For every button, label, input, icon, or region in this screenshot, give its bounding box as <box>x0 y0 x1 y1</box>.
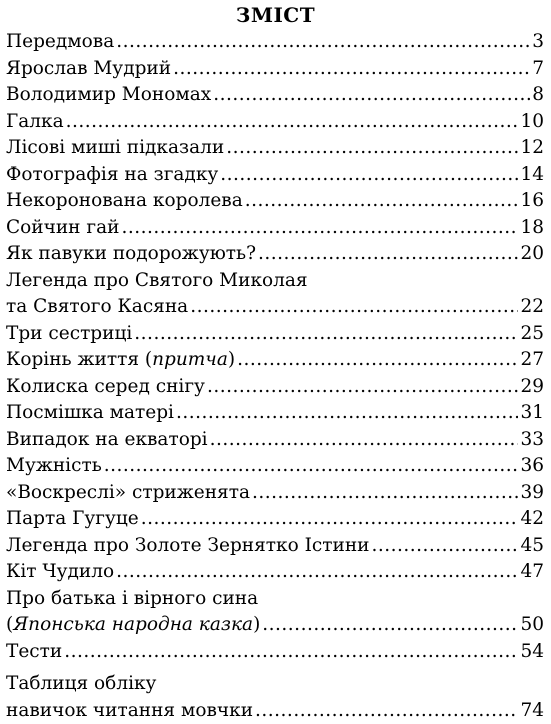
dot-leader <box>210 427 519 454</box>
dot-leader <box>245 188 519 215</box>
toc-entry-title-italic: Японська народна казка <box>13 614 253 635</box>
toc-entry-row <box>0 188 551 215</box>
toc-entry <box>0 559 551 586</box>
dot-leader <box>255 698 518 724</box>
toc-entry-title-text: навичок читання мовчки <box>6 700 253 721</box>
toc-entry <box>0 268 551 321</box>
toc-entry-page-number: 25 <box>520 321 551 348</box>
toc-entry-title-text: Колиска серед снігу <box>6 376 205 397</box>
toc-entry-title-text: Кіт Чудило <box>6 561 114 582</box>
dot-leader <box>64 639 518 666</box>
toc-entry-title <box>0 612 260 639</box>
toc-entry-row <box>0 56 551 83</box>
toc-entry-title-text: Три сестриці <box>6 323 132 344</box>
toc-entry <box>0 586 551 639</box>
toc-entry-title <box>0 215 119 242</box>
toc-entry <box>0 29 551 56</box>
toc-entry-title <box>0 559 114 586</box>
toc-entry-title <box>0 162 218 189</box>
toc-entry <box>0 162 551 189</box>
toc-entry-page-number: 12 <box>520 135 551 162</box>
dot-leader <box>190 294 518 321</box>
toc-entry <box>0 400 551 427</box>
toc-entry-row <box>0 427 551 454</box>
toc-entry <box>0 639 551 666</box>
toc-entry-page-number: 33 <box>520 427 551 454</box>
toc-entry-row <box>0 321 551 348</box>
toc-entry-title-text: Корінь життя ( <box>6 349 152 370</box>
dot-leader <box>176 400 518 427</box>
toc-entry-title-text: Лісові миші підказали <box>6 137 224 158</box>
dot-leader <box>116 29 530 56</box>
dot-leader <box>66 109 519 136</box>
toc-entry-title <box>0 321 132 348</box>
toc-entry <box>0 374 551 401</box>
dot-leader <box>220 162 518 189</box>
toc-entry-row <box>0 347 551 374</box>
dot-leader <box>116 559 518 586</box>
toc-entry <box>0 215 551 242</box>
toc-entry-page-number: 20 <box>520 241 551 268</box>
toc-entry-title-text: Тести <box>6 641 62 662</box>
toc-entry-row <box>0 29 551 56</box>
toc-entry-page-number: 10 <box>520 109 551 136</box>
dot-leader <box>121 215 518 242</box>
dot-leader <box>104 453 519 480</box>
page-title: ЗМІСТ <box>0 3 551 27</box>
dot-leader <box>173 56 530 83</box>
toc-entry-row <box>0 109 551 136</box>
toc-entry-page-number: 39 <box>520 480 551 507</box>
dot-leader <box>372 533 519 560</box>
toc-entry <box>0 480 551 507</box>
toc-entry <box>0 506 551 533</box>
toc-entry-title-text: Фотографія на згадку <box>6 164 218 185</box>
toc-entry-title-text: Сойчин гай <box>6 217 119 238</box>
toc-entry-title-text: Галка <box>6 111 64 132</box>
toc-entry-row <box>0 374 551 401</box>
toc-entry <box>0 347 551 374</box>
toc-entry-row <box>0 612 551 639</box>
toc-entry-page-number: 42 <box>520 506 551 533</box>
toc-entry-title-text: Посмішка матері <box>6 402 174 423</box>
toc-entry-page-number: 31 <box>520 400 551 427</box>
toc-entry-row <box>0 559 551 586</box>
toc-entry-title <box>0 347 235 374</box>
toc-entry <box>0 671 551 724</box>
toc-entry-title-suffix: ) <box>228 349 235 370</box>
toc-entry-page-number: 14 <box>520 162 551 189</box>
toc-entry-title-text: Випадок на екваторі <box>6 429 208 450</box>
toc-entry-title <box>0 698 253 724</box>
toc-entry-page-number: 8 <box>532 82 551 109</box>
toc-entry-page-number: 16 <box>520 188 551 215</box>
dot-leader <box>262 612 518 639</box>
toc-entry-row <box>0 453 551 480</box>
toc-entry-title-italic: притча <box>152 349 228 370</box>
toc-entry-title-text: Ярослав Мудрий <box>6 58 171 79</box>
toc-entry-title-text: «Воскреслі» стриженята <box>6 482 250 503</box>
toc-entry-title <box>0 453 102 480</box>
toc-entry-page-number: 18 <box>520 215 551 242</box>
toc-entry-page-number: 45 <box>520 533 551 560</box>
toc-entry-title-text: Мужність <box>6 455 102 476</box>
toc-entry-title <box>0 374 205 401</box>
toc-entry-title <box>0 294 188 321</box>
toc-entry-title-text: Як павуки подорожують? <box>6 243 256 264</box>
toc-entry-page-number: 22 <box>520 294 551 321</box>
toc-entry-title <box>0 480 250 507</box>
toc-entry-title <box>0 400 174 427</box>
toc-entry-row <box>0 294 551 321</box>
toc-entry-title-text: та Святого Касяна <box>6 296 188 317</box>
toc-entry-page-number: 7 <box>532 56 551 83</box>
dot-leader <box>213 82 530 109</box>
toc-list <box>0 29 551 724</box>
toc-entry-title-line: Легенда про Святого Миколая <box>0 268 551 295</box>
dot-leader <box>258 241 518 268</box>
toc-entry-row <box>0 480 551 507</box>
toc-entry-title <box>0 427 208 454</box>
toc-entry-row <box>0 639 551 666</box>
toc-entry-title-suffix: ) <box>253 614 260 635</box>
toc-entry-title-text: Володимир Мономах <box>6 84 211 105</box>
toc-entry-row <box>0 241 551 268</box>
toc-entry <box>0 188 551 215</box>
toc-entry-page-number: 54 <box>520 639 551 666</box>
toc-entry-title <box>0 29 114 56</box>
toc-entry-title-line: Про батька і вірного сина <box>0 586 551 613</box>
toc-entry-page-number: 36 <box>520 453 551 480</box>
toc-entry-page-number: 3 <box>532 29 551 56</box>
toc-entry-row <box>0 82 551 109</box>
toc-entry-title <box>0 82 211 109</box>
dot-leader <box>237 347 518 374</box>
toc-entry-page-number: 74 <box>520 698 551 724</box>
toc-entry-title <box>0 135 224 162</box>
toc-entry-page-number: 50 <box>520 612 551 639</box>
toc-entry-page-number: 29 <box>520 374 551 401</box>
toc-entry-title-text: Легенда про Золоте Зернятко Істини <box>6 535 370 556</box>
toc-entry-row <box>0 506 551 533</box>
toc-entry <box>0 321 551 348</box>
toc-entry <box>0 135 551 162</box>
dot-leader <box>226 135 518 162</box>
toc-entry-title-text: Парта Гугуце <box>6 508 139 529</box>
dot-leader <box>141 506 519 533</box>
toc-entry <box>0 56 551 83</box>
toc-entry-page-number: 47 <box>520 559 551 586</box>
toc-entry <box>0 453 551 480</box>
toc-entry-row <box>0 215 551 242</box>
toc-entry <box>0 533 551 560</box>
toc-entry-page-number: 27 <box>520 347 551 374</box>
toc-entry <box>0 427 551 454</box>
toc-entry-row <box>0 698 551 724</box>
toc-entry-title-text: Передмова <box>6 31 114 52</box>
toc-entry <box>0 82 551 109</box>
toc-entry-title <box>0 56 171 83</box>
toc-entry-row <box>0 400 551 427</box>
toc-entry-title <box>0 506 139 533</box>
toc-entry-title-text: ( <box>6 614 13 635</box>
toc-entry-title-line: Таблиця обліку <box>0 671 551 698</box>
toc-entry-row <box>0 162 551 189</box>
toc-entry-title <box>0 109 64 136</box>
toc-entry-title-text: Некоронована королева <box>6 190 243 211</box>
toc-entry <box>0 241 551 268</box>
toc-entry-row <box>0 533 551 560</box>
toc-entry-title <box>0 639 62 666</box>
toc-entry-title <box>0 533 370 560</box>
dot-leader <box>134 321 518 348</box>
dot-leader <box>252 480 518 507</box>
toc-entry-title <box>0 241 256 268</box>
toc-entry-title <box>0 188 243 215</box>
dot-leader <box>207 374 519 401</box>
toc-entry-row <box>0 135 551 162</box>
toc-entry <box>0 109 551 136</box>
